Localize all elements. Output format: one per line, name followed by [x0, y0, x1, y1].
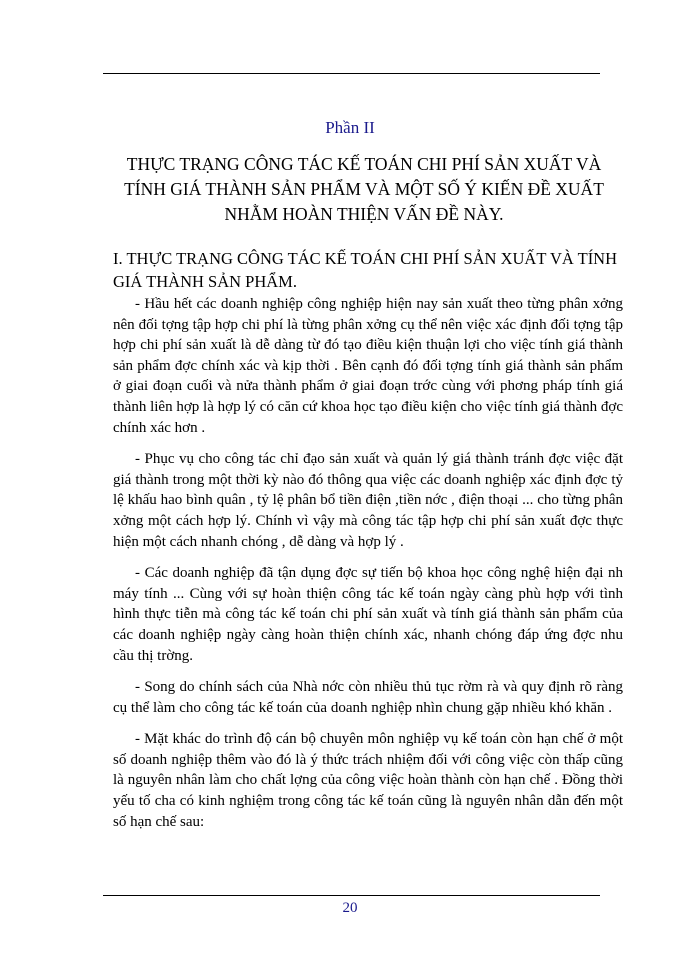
paragraph: - Các doanh nghiệp đã tận dụng đợc sự tiến bộ khoa học công nghệ hiện đại nh máy tính ... Cùng với sự hoàn thiện công tác kế toán ngày càng phù hợp với tình hình thực tiễn mà công tác kế toán chi phí sản xuất và tính giá thành sản phẩm của các doanh nghiệp ngày càng hoàn thiện chính xác, nhanh chóng đáp ứng đợc nhu cầu thị trờng. — [113, 565, 623, 664]
paragraph: - Mặt khác do trình độ cán bộ chuyên môn nghiệp vụ kế toán còn hạn chế ở một số doanh nghiệp thêm vào đó là ý thức trách nhiệm đối với công việc còn thấp cũng là nguyên nhân làm cho chất lợng của công việc hoàn thành còn hạn chế . Đồng thời yếu tố cha có kinh nghiệm trong công tác kế toán cũng là nguyên nhân dẫn đến một số hạn chế sau: — [113, 731, 623, 830]
part-label: Phần II — [325, 118, 375, 137]
section-heading: I. THỰC TRẠNG CÔNG TÁC KẾ TOÁN CHI PHÍ SẢN XUẤT VÀ TÍNH GIÁ THÀNH SẢN PHẨM. — [113, 249, 618, 291]
page-number: 20 — [342, 900, 358, 916]
body-text — [113, 294, 623, 843]
footer-rule — [103, 895, 600, 896]
header-rule — [103, 73, 600, 74]
paragraph: - Phục vụ cho công tác chỉ đạo sản xuất và quản lý giá thành tránh đợc việc đặt giá thành trong một thời kỳ nào đó thông qua việc các doanh nghiệp xác định đợc tỷ lệ khấu hao bình quân , tỷ lệ phân bổ tiền điện ,tiền nớc , điện thoại ... cho từng phân xởng một cách hợp lý. Chính vì vậy mà công tác tập hợp chi phí sản xuất đợc thực hiện một cách nhanh chóng , dễ dàng và hợp lý . — [113, 451, 623, 550]
chapter-title: THỰC TRẠNG CÔNG TÁC KẾ TOÁN CHI PHÍ SẢN XUẤT VÀ TÍNH GIÁ THÀNH SẢN PHẨM VÀ MỘT SỐ Ý KIẾN ĐỀ XUẤT NHẰM HOÀN THIỆN VẤN ĐỀ NÀY. — [124, 154, 604, 224]
paragraph: - Hầu hết các doanh nghiệp công nghiệp hiện nay sản xuất theo từng phân xởng nên đối tợng tập hợp chi phí là từng phân xởng cụ thể nên việc xác định đối tợng tập hợp chi phí sản xuất là dễ dàng từ đó tạo điều kiện thuận lợi cho việc tính giá thành sản phẩm đợc chính xác và kịp thời . Bên cạnh đó đối tợng tính giá thành sản phẩm ở giai đoạn cuối và nửa thành phẩm ở giai đoạn trớc cùng với phơng pháp tính giá thành liên hợp là hợp lý có căn cứ khoa học tạo điều kiện cho việc tính giá thành đợc chính xác hơn . — [113, 296, 623, 436]
paragraph: - Song do chính sách của Nhà nớc còn nhiều thủ tục rờm rà và quy định rõ ràng cụ thể làm cho công tác kế toán của doanh nghiệp nhìn chung gặp nhiều khó khăn . — [113, 679, 623, 716]
